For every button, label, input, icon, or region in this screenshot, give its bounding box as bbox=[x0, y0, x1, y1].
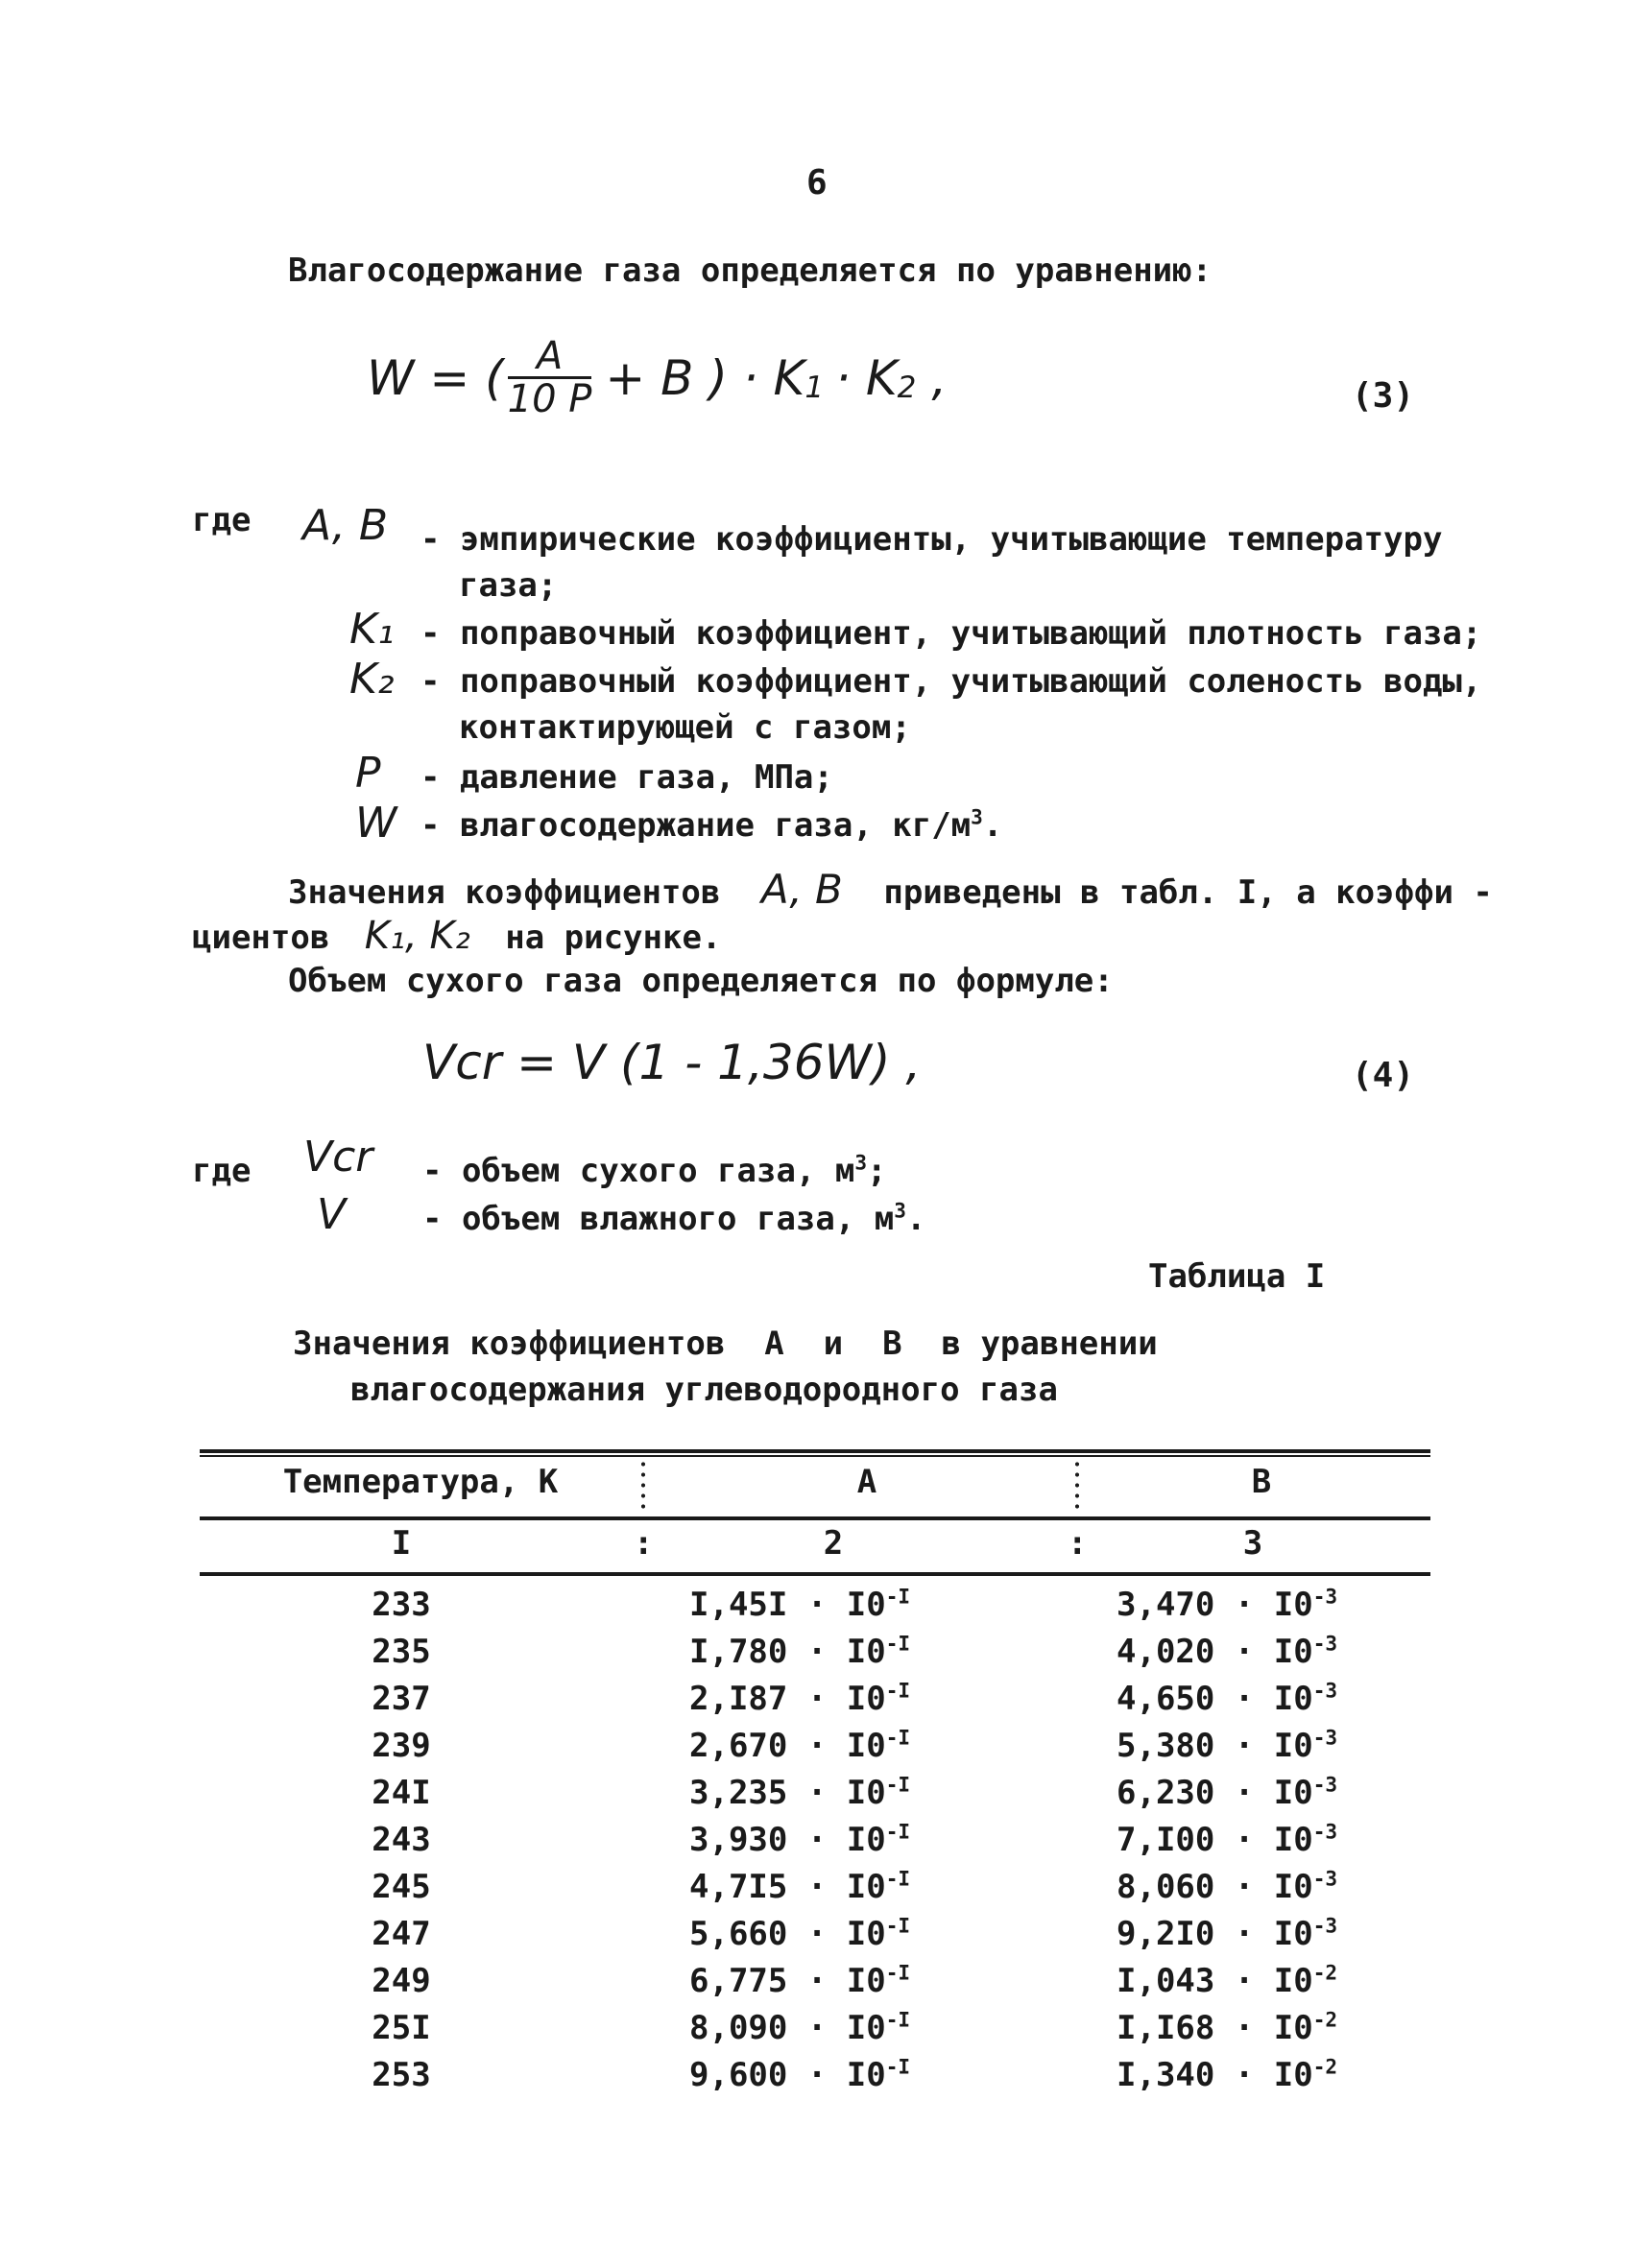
cell-b-mantissa: 5,380 · I0 bbox=[1117, 1727, 1313, 1765]
def-vcr-text: - объем сухого газа, м bbox=[422, 1152, 855, 1190]
symbol-w: W bbox=[355, 799, 397, 848]
cell-a bbox=[689, 1633, 910, 1671]
table-row bbox=[200, 1815, 1430, 1861]
cell-temperature: 247 bbox=[372, 1915, 431, 1953]
def-vcr-tail: ; bbox=[867, 1152, 887, 1190]
cell-a-exponent: -I bbox=[885, 1960, 911, 1985]
cell-b bbox=[1117, 1727, 1337, 1765]
cell-a bbox=[689, 2056, 910, 2094]
cell-a-mantissa: 5,660 · I0 bbox=[689, 1915, 886, 1953]
table-top-rule bbox=[200, 1449, 1430, 1453]
page-number: 6 bbox=[806, 163, 828, 203]
cell-b bbox=[1117, 2009, 1337, 2047]
symbol-k1: K₁ bbox=[349, 605, 395, 654]
cell-a bbox=[689, 1727, 910, 1765]
cell-b-exponent: -2 bbox=[1312, 1960, 1338, 1985]
cell-a bbox=[689, 2009, 910, 2047]
header-temperature: Температура, К bbox=[282, 1463, 559, 1501]
cell-temperature: 239 bbox=[372, 1727, 431, 1765]
cell-a-exponent: -I bbox=[885, 1584, 911, 1609]
formula-3-number: (3) bbox=[1352, 376, 1415, 416]
cell-a-exponent: -I bbox=[885, 1913, 911, 1938]
cell-temperature: 233 bbox=[372, 1586, 431, 1624]
cell-temperature: 249 bbox=[372, 1962, 431, 2000]
cell-b bbox=[1117, 1633, 1337, 1671]
cell-b-exponent: -2 bbox=[1312, 2054, 1338, 2079]
cell-a-exponent: -I bbox=[885, 2054, 911, 2079]
cell-temperature: 237 bbox=[372, 1680, 431, 1718]
def-w-text: - влагосодержание газа, кг/м bbox=[420, 806, 972, 845]
header-a: A bbox=[856, 1463, 877, 1501]
colnum-3: 3 bbox=[1242, 1524, 1263, 1563]
cell-a-exponent: -I bbox=[885, 1866, 911, 1891]
para2-line1-b: приведены в табл. I, а коэффи - bbox=[883, 873, 1493, 912]
cell-a bbox=[689, 1868, 910, 1906]
cell-b bbox=[1117, 1915, 1337, 1953]
cell-a bbox=[689, 1680, 910, 1718]
cell-b-mantissa: 4,020 · I0 bbox=[1117, 1633, 1313, 1671]
def-w-tail: . bbox=[982, 806, 1003, 845]
formula-w-lhs: W = ( bbox=[367, 349, 504, 406]
cell-a-mantissa: 3,235 · I0 bbox=[689, 1774, 886, 1812]
cell-b-exponent: -3 bbox=[1312, 1866, 1338, 1891]
para2-line2-symbols: K₁, K₂ bbox=[364, 914, 470, 958]
cell-a-exponent: -I bbox=[885, 1678, 911, 1703]
cell-a bbox=[689, 1774, 910, 1812]
para2-line2-b: на рисунке. bbox=[505, 919, 722, 957]
cell-b-exponent: -3 bbox=[1312, 1913, 1338, 1938]
table-body bbox=[200, 1580, 1430, 2098]
cell-a-exponent: -I bbox=[885, 1631, 911, 1656]
formula-w-fraction bbox=[508, 336, 592, 419]
cell-b-exponent: -2 bbox=[1312, 2007, 1338, 2032]
colnum-2: 2 bbox=[823, 1524, 844, 1563]
cell-a bbox=[689, 1962, 910, 2000]
cell-b-exponent: -3 bbox=[1312, 1678, 1338, 1703]
cell-temperature: 24I bbox=[372, 1774, 431, 1812]
formula-w-k2-sub: 2 bbox=[897, 370, 917, 406]
formula-w-k1-sub: 1 bbox=[804, 370, 825, 406]
cell-a-mantissa: 2,I87 · I0 bbox=[689, 1680, 886, 1718]
cell-temperature: 245 bbox=[372, 1868, 431, 1906]
cell-b bbox=[1117, 1586, 1337, 1624]
formula-w-rest: + B ) · K bbox=[605, 349, 805, 406]
table-caption-line2: влагосодержания углеводородного газа bbox=[350, 1371, 1058, 1409]
colnum-sep-2: : bbox=[1068, 1524, 1088, 1563]
cell-a-mantissa: 9,600 · I0 bbox=[689, 2056, 886, 2094]
cell-a-mantissa: 2,670 · I0 bbox=[689, 1727, 886, 1765]
def-v bbox=[422, 1200, 925, 1238]
formula-w-dot: · K bbox=[835, 349, 898, 406]
table-row bbox=[200, 2050, 1430, 2096]
formula-w-frac-num: A bbox=[508, 336, 592, 379]
cell-a-mantissa: 4,7I5 · I0 bbox=[689, 1868, 886, 1906]
cell-b-mantissa: I,I68 · I0 bbox=[1117, 2009, 1313, 2047]
def-w bbox=[420, 806, 1002, 845]
cell-b bbox=[1117, 1868, 1337, 1906]
table-row bbox=[200, 2003, 1430, 2049]
intro-text: Влагосодержание газа определяется по уравнению: bbox=[288, 251, 1213, 290]
cell-b-exponent: -3 bbox=[1312, 1725, 1338, 1750]
colnum-rule bbox=[200, 1572, 1430, 1576]
cell-a-mantissa: 3,930 · I0 bbox=[689, 1821, 886, 1859]
cell-a bbox=[689, 1915, 910, 1953]
cell-b bbox=[1117, 2056, 1337, 2094]
table-label: Таблица I bbox=[1148, 1257, 1326, 1296]
cell-b-exponent: -3 bbox=[1312, 1772, 1338, 1797]
cell-b-mantissa: I,340 · I0 bbox=[1117, 2056, 1313, 2094]
def-k2-cont: контактирующей с газом; bbox=[459, 708, 911, 747]
def-v-text: - объем влажного газа, м bbox=[422, 1200, 895, 1238]
symbol-p: P bbox=[355, 749, 381, 798]
header-b: B bbox=[1251, 1463, 1272, 1501]
coefficients-table bbox=[200, 1440, 1430, 2102]
cell-a-mantissa: I,780 · I0 bbox=[689, 1633, 886, 1671]
formula-w-tail: , bbox=[931, 349, 948, 406]
symbol-a-b: A, B bbox=[302, 501, 389, 550]
colnum-1: I bbox=[391, 1524, 412, 1563]
cell-a-mantissa: 6,775 · I0 bbox=[689, 1962, 886, 2000]
cell-b-mantissa: 7,I00 · I0 bbox=[1117, 1821, 1313, 1859]
def-k2: - поправочный коэффициент, учитывающий соленость воды, bbox=[420, 662, 1482, 701]
cell-a-mantissa: 8,090 · I0 bbox=[689, 2009, 886, 2047]
def-vcr bbox=[422, 1152, 887, 1190]
para2-line2 bbox=[192, 914, 721, 958]
symbol-k2: K₂ bbox=[349, 655, 395, 704]
cell-b-exponent: -3 bbox=[1312, 1584, 1338, 1609]
cell-b-exponent: -3 bbox=[1312, 1631, 1338, 1656]
def-k1: - поправочный коэффициент, учитывающий плотность газа; bbox=[420, 614, 1482, 653]
cell-a bbox=[689, 1821, 910, 1859]
table-row bbox=[200, 1768, 1430, 1814]
cell-a-exponent: -I bbox=[885, 2007, 911, 2032]
cell-b-mantissa: 8,060 · I0 bbox=[1117, 1868, 1313, 1906]
def-v-sup: 3 bbox=[894, 1198, 906, 1223]
cell-temperature: 235 bbox=[372, 1633, 431, 1671]
cell-b-mantissa: 6,230 · I0 bbox=[1117, 1774, 1313, 1812]
para2-line1-a: Значения коэффициентов bbox=[288, 873, 721, 912]
header-rule bbox=[200, 1516, 1430, 1520]
cell-b-exponent: -3 bbox=[1312, 1819, 1338, 1844]
symbol-vcr: Vcr bbox=[303, 1133, 373, 1182]
para2-line1 bbox=[288, 866, 1493, 913]
def-vcr-sup: 3 bbox=[854, 1150, 868, 1175]
formula-w-frac-den: 10 P bbox=[507, 377, 592, 421]
table-row bbox=[200, 1674, 1430, 1720]
cell-b-mantissa: 3,470 · I0 bbox=[1117, 1586, 1313, 1624]
formula-v: Vcr = V (1 - 1,36W) , bbox=[422, 1035, 922, 1090]
table-top-rule-2 bbox=[200, 1455, 1430, 1457]
def-p: - давление газа, МПа; bbox=[420, 758, 833, 797]
cell-b bbox=[1117, 1680, 1337, 1718]
table-row bbox=[200, 1627, 1430, 1673]
colnum-sep-1: : bbox=[634, 1524, 654, 1563]
cell-b-mantissa: 9,2I0 · I0 bbox=[1117, 1915, 1313, 1953]
header-separator-2 bbox=[1075, 1459, 1079, 1515]
where-label-2: где bbox=[192, 1152, 252, 1190]
def-a-b-cont: газа; bbox=[459, 566, 558, 605]
table-row bbox=[200, 1580, 1430, 1626]
cell-b bbox=[1117, 1774, 1337, 1812]
cell-a-mantissa: I,45I · I0 bbox=[689, 1586, 886, 1624]
def-a-b: - эмпирические коэффициенты, учитывающие температуру bbox=[420, 520, 1443, 559]
symbol-v: V bbox=[317, 1190, 347, 1239]
formula-w bbox=[367, 336, 947, 419]
cell-temperature: 25I bbox=[372, 2009, 431, 2047]
table-row bbox=[200, 1956, 1430, 2002]
table-row bbox=[200, 1909, 1430, 1955]
para2-line1-symbols: A, B bbox=[760, 866, 843, 913]
cell-a-exponent: -I bbox=[885, 1819, 911, 1844]
formula-4-number: (4) bbox=[1352, 1056, 1415, 1095]
header-separator-1 bbox=[641, 1459, 645, 1515]
def-v-tail: . bbox=[905, 1200, 926, 1238]
cell-a bbox=[689, 1586, 910, 1624]
cell-b-mantissa: I,043 · I0 bbox=[1117, 1962, 1313, 2000]
cell-b bbox=[1117, 1821, 1337, 1859]
cell-temperature: 243 bbox=[372, 1821, 431, 1859]
cell-a-exponent: -I bbox=[885, 1772, 911, 1797]
cell-b bbox=[1117, 1962, 1337, 2000]
table-row bbox=[200, 1721, 1430, 1767]
table-row bbox=[200, 1862, 1430, 1908]
where-label-1: где bbox=[192, 501, 252, 539]
cell-temperature: 253 bbox=[372, 2056, 431, 2094]
def-w-sup: 3 bbox=[971, 804, 983, 829]
table-caption-line1: Значения коэффициентов A и B в уравнении bbox=[293, 1325, 1158, 1363]
para3: Объем сухого газа определяется по формуле: bbox=[288, 962, 1114, 1000]
para2-line2-a: циентов bbox=[192, 919, 330, 957]
cell-a-exponent: -I bbox=[885, 1725, 911, 1750]
cell-b-mantissa: 4,650 · I0 bbox=[1117, 1680, 1313, 1718]
